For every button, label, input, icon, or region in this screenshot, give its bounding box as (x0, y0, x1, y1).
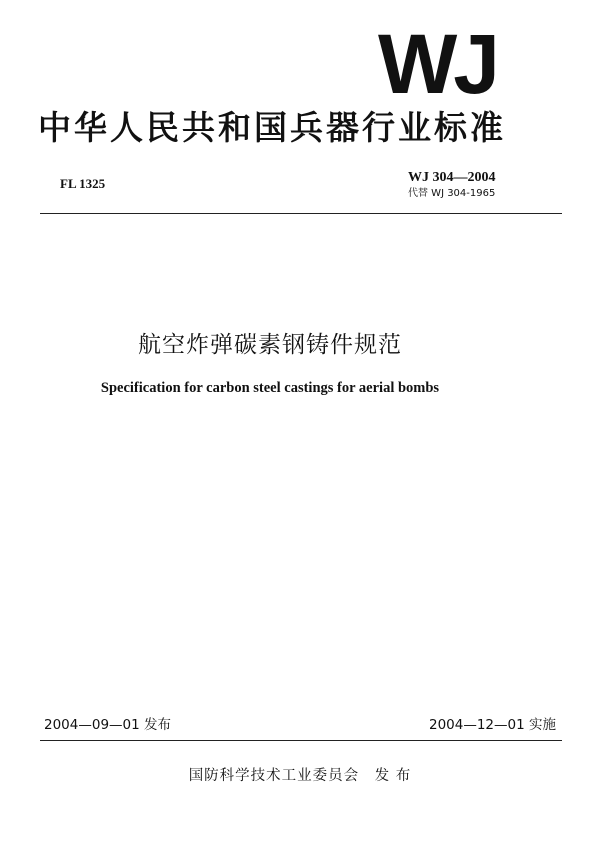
issue-date: 2004—09—01 发布 (44, 717, 172, 733)
replaces-standard: 代替 WJ 304-1965 (408, 188, 496, 199)
document-title-chinese: 航空炸弹碳素钢铸件规范 (138, 332, 402, 358)
industry-standard-title: 中华人民共和国兵器行业标准 (38, 108, 506, 147)
document-title-english: Specification for carbon steel castings for aerial bombs (100, 380, 440, 396)
footer-divider (40, 740, 562, 741)
issuing-authority: 国防科学技术工业委员会 发 布 (188, 768, 412, 784)
header-divider (40, 213, 562, 214)
standard-number: WJ 304—2004 (408, 170, 496, 185)
classification-code: FL 1325 (60, 176, 106, 191)
implementation-date: 2004—12—01 实施 (428, 717, 556, 733)
wj-logo: WJ (378, 17, 496, 111)
